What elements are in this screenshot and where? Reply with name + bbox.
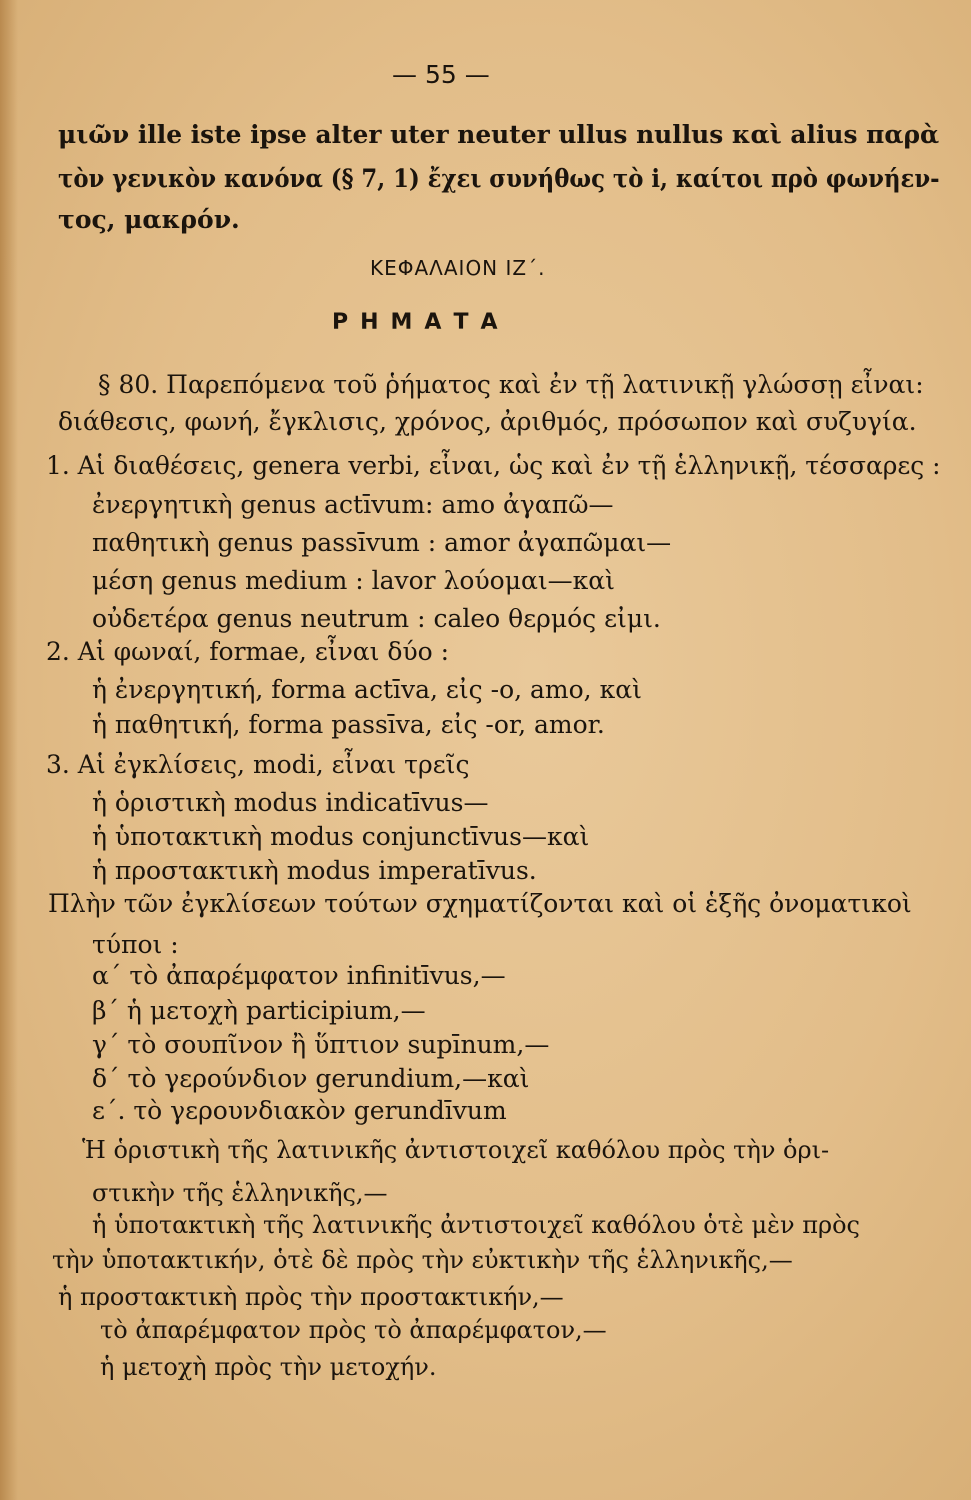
page-number: — 55 — — [392, 60, 490, 89]
intro-line-1: μιῶν ille iste ipse alter uter neuter ullus nullus καὶ alius παρὰ — [58, 120, 940, 149]
item-3-heading: 3. Αἱ ἐγκλίσεις, modi, εἶναι τρεῖς — [46, 750, 470, 779]
item-3-line: ἡ ὁριστικὴ modus indicatīvus— — [92, 788, 489, 817]
correspondence-line: ἡ μετοχὴ πρὸς τὴν μετοχήν. — [100, 1353, 437, 1381]
item-2-heading: 2. Αἱ φωναί, formae, εἶναι δύο : — [46, 637, 450, 666]
item-3-line: ἡ ὑποτακτικὴ modus conjunctīvus—καὶ — [92, 822, 590, 851]
verbal-type: α΄ τὸ ἀπαρέμφατον infinitīvus,— — [92, 961, 506, 990]
verbal-type: ε΄. τὸ γερουνδιακὸν gerundīvum — [92, 1096, 507, 1125]
verbal-type: β΄ ἡ μετοχὴ participium,— — [92, 996, 426, 1025]
plin-line-1: Πλὴν τῶν ἐγκλίσεων τούτων σχηματίζονται καὶ οἱ ἑξῆς ὀνοματικοὶ — [48, 889, 912, 918]
item-3-line: ἡ προστακτικὴ modus imperatīvus. — [92, 856, 537, 885]
correspondence-line: ἡ προστακτικὴ πρὸς τὴν προστακτικήν,— — [58, 1283, 564, 1311]
plin-line-2: τύποι : — [92, 930, 179, 959]
correspondence-line: τὸ ἀπαρέμφατον πρὸς τὸ ἀπαρέμφατον,— — [100, 1316, 607, 1344]
correspondence-line: ἡ ὑποτακτικὴ τῆς λατινικῆς ἀντιστοιχεῖ καθόλου ὁτὲ μὲν πρὸς — [92, 1211, 860, 1239]
item-1-heading: 1. Αἱ διαθέσεις, genera verbi, εἶναι, ὡς καὶ ἐν τῇ ἑλληνικῇ, τέσσαρες : — [46, 451, 941, 480]
item-1-line: μέση genus medium : lavor λούομαι—καὶ — [92, 566, 615, 595]
verbal-type: γ΄ τὸ σουπῖνον ἢ ὕπτιον supīnum,— — [92, 1030, 550, 1059]
intro-line-3: τος, μακρόν. — [58, 205, 240, 234]
correspondence-line: Ἡ ὁριστικὴ τῆς λατινικῆς ἀντιστοιχεῖ καθόλου πρὸς τὴν ὁρι- — [82, 1136, 830, 1164]
item-2-line: ἡ παθητική, forma passīva, εἰς -or, amor. — [92, 710, 605, 739]
item-1-line: ἐνεργητικὴ genus actīvum: amo ἀγαπῶ— — [92, 490, 614, 519]
section-80-line-2: διάθεσις, φωνή, ἔγκλισις, χρόνος, ἀριθμός, πρόσωπον καὶ συζυγία. — [58, 407, 917, 436]
item-1-line: οὐδετέρα genus neutrum : caleo θερμός εἰμι. — [92, 604, 661, 633]
correspondence-line: τὴν ὑποτακτικήν, ὁτὲ δὲ πρὸς τὴν εὐκτικὴν τῆς ἑλληνικῆς,— — [52, 1246, 793, 1274]
item-1-line: παθητικὴ genus passīvum : amor ἀγαπῶμαι— — [92, 528, 672, 557]
intro-line-2: τὸν γενικὸν κανόνα (§ 7, 1) ἔχει συνήθως τὸ i, καίτοι πρὸ φωνήεν- — [58, 164, 940, 193]
correspondence-line: στικὴν τῆς ἑλληνικῆς,— — [92, 1179, 388, 1207]
page-binding-shadow — [0, 0, 18, 1500]
verbal-type: δ΄ τὸ γερούνδιον gerundium,—καὶ — [92, 1064, 530, 1093]
item-2-line: ἡ ἐνεργητική, forma actīva, εἰς -o, amo, καὶ — [92, 675, 642, 704]
section-80-line-1: § 80. Παρεπόμενα τοῦ ῥήματος καὶ ἐν τῇ λατινικῇ γλώσσῃ εἶναι: — [98, 370, 924, 399]
chapter-title: ΡΗΜΑΤΑ — [332, 310, 510, 335]
chapter-heading: ΚΕΦΑΛΑΙΟΝ ΙΖ΄. — [370, 256, 546, 280]
